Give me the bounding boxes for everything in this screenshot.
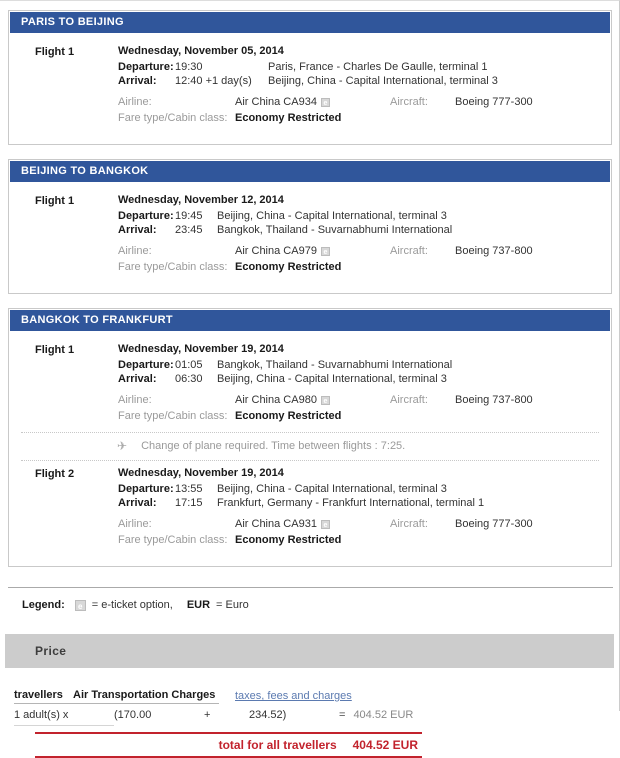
total-row	[35, 734, 422, 756]
airline-value: Air China CA979	[235, 245, 317, 257]
connection-text: Change of plane required. Time between flights : 7:25.	[141, 440, 406, 452]
arrival-row	[118, 223, 611, 237]
departure-time: 01:05	[175, 359, 203, 371]
section-bangkok-frankfurt	[8, 308, 612, 567]
divider	[8, 587, 613, 588]
aircraft-value: Boeing 777-300	[455, 518, 533, 530]
flight-date: Wednesday, November 05, 2014	[118, 45, 284, 57]
taxes-fees-charges-link[interactable]: taxes, fees and charges	[235, 690, 352, 702]
price-section-header: Price	[5, 634, 614, 668]
arrival-label: Arrival:	[118, 224, 157, 236]
eticket-icon: e	[321, 98, 330, 107]
fare-label: Fare type/Cabin class:	[118, 261, 228, 273]
row-total-amount: 404.52 EUR	[353, 709, 414, 721]
aircraft-label: Aircraft:	[390, 96, 428, 108]
arrival-label: Arrival:	[118, 75, 157, 87]
total-amount: 404.52 EUR	[352, 738, 418, 752]
price-table-header	[14, 686, 619, 704]
departure-row	[118, 60, 611, 74]
fare-value: Economy Restricted	[235, 410, 342, 422]
legend-eur: EUR	[186, 599, 211, 611]
departure-row	[118, 209, 611, 223]
flight-block	[9, 343, 611, 424]
legend-euro-text: = Euro	[216, 599, 249, 611]
eticket-icon: e	[321, 396, 330, 405]
airline-label: Airline:	[118, 394, 152, 406]
fare-label: Fare type/Cabin class:	[118, 112, 228, 124]
section-paris-beijing	[8, 10, 612, 145]
price-row	[14, 704, 619, 726]
arrival-time: 23:45	[175, 224, 203, 236]
section-header: BANGKOK TO FRANKFURT	[10, 310, 610, 331]
eticket-icon: e	[321, 520, 330, 529]
fare-row	[118, 409, 611, 424]
departure-location: Bangkok, Thailand - Suvarnabhumi International	[217, 359, 453, 371]
airline-value: Air China CA934	[235, 96, 317, 108]
legend	[0, 596, 619, 614]
eticket-icon: e	[75, 600, 86, 611]
airline-label: Airline:	[118, 518, 152, 530]
departure-label: Departure:	[118, 483, 174, 495]
legend-label: Legend:	[22, 599, 65, 611]
airline-row	[118, 95, 611, 110]
fare-row	[118, 260, 611, 275]
airline-row	[118, 517, 611, 532]
departure-time: 19:45	[175, 210, 203, 222]
airline-value: Air China CA931	[235, 518, 317, 530]
airline-value: Air China CA980	[235, 394, 317, 406]
departure-row	[118, 358, 611, 372]
fare-row	[118, 111, 611, 126]
departure-label: Departure:	[118, 210, 174, 222]
departure-time: 19:30	[175, 61, 203, 73]
flight-number: Flight 1	[35, 46, 75, 58]
total-label: total for all travellers	[218, 738, 337, 752]
aircraft-label: Aircraft:	[390, 518, 428, 530]
col-travellers: travellers	[14, 689, 73, 704]
fare-value: Economy Restricted	[235, 534, 342, 546]
flight-date: Wednesday, November 19, 2014	[118, 467, 284, 479]
connection-note	[21, 432, 599, 461]
arrival-location: Beijing, China - Capital International, terminal 3	[217, 373, 447, 385]
departure-location: Paris, France - Charles De Gaulle, terminal 1	[268, 61, 488, 73]
arrival-time: 17:15	[175, 497, 203, 509]
section-header: BEIJING TO BANGKOK	[10, 161, 610, 182]
flight-block	[9, 467, 611, 548]
section-header: PARIS TO BEIJING	[10, 12, 610, 33]
departure-location: Beijing, China - Capital International, terminal 3	[217, 210, 447, 222]
departure-label: Departure:	[118, 359, 174, 371]
arrival-time: 12:40 +1 day(s)	[175, 75, 252, 87]
flight-number: Flight 1	[35, 344, 75, 356]
eticket-icon: e	[321, 247, 330, 256]
arrival-label: Arrival:	[118, 497, 157, 509]
flight-number: Flight 1	[35, 195, 75, 207]
airline-row	[118, 393, 611, 408]
arrival-row	[118, 74, 611, 88]
arrival-time: 06:30	[175, 373, 203, 385]
airline-label: Airline:	[118, 96, 152, 108]
aircraft-value: Boeing 737-800	[455, 245, 533, 257]
section-beijing-bangkok	[8, 159, 612, 294]
aircraft-label: Aircraft:	[390, 245, 428, 257]
departure-row	[118, 482, 611, 496]
itinerary-page	[0, 1, 619, 758]
price-table	[0, 686, 619, 758]
airline-label: Airline:	[118, 245, 152, 257]
arrival-location: Frankfurt, Germany - Frankfurt International, terminal 1	[217, 497, 485, 509]
plus-sign: +	[204, 709, 211, 721]
base-fare: (170.00	[114, 709, 152, 721]
aircraft-label: Aircraft:	[390, 394, 428, 406]
departure-label: Departure:	[118, 61, 174, 73]
flight-block	[9, 45, 611, 126]
departure-time: 13:55	[175, 483, 203, 495]
plane-icon: ✈	[117, 439, 128, 453]
fare-label: Fare type/Cabin class:	[118, 410, 228, 422]
legend-eticket-text: = e-ticket option,	[91, 599, 173, 611]
flight-number: Flight 2	[35, 468, 75, 480]
travellers-count: 1 adult(s) x	[14, 704, 114, 726]
fare-row	[118, 533, 611, 548]
equals-sign: =	[339, 709, 346, 721]
taxes-amount: 234.52)	[249, 709, 287, 721]
flight-date: Wednesday, November 12, 2014	[118, 194, 284, 206]
arrival-location: Beijing, China - Capital International, terminal 3	[268, 75, 498, 87]
departure-location: Beijing, China - Capital International, terminal 3	[217, 483, 447, 495]
fare-value: Economy Restricted	[235, 112, 342, 124]
airline-row	[118, 244, 611, 259]
total-block	[35, 732, 422, 758]
col-air-transportation-charges: Air Transportation Charges	[73, 689, 219, 704]
arrival-label: Arrival:	[118, 373, 157, 385]
arrival-row	[118, 496, 611, 510]
fare-label: Fare type/Cabin class:	[118, 534, 228, 546]
fare-value: Economy Restricted	[235, 261, 342, 273]
arrival-location: Bangkok, Thailand - Suvarnabhumi International	[217, 224, 453, 236]
flight-block	[9, 194, 611, 275]
aircraft-value: Boeing 777-300	[455, 96, 533, 108]
flight-date: Wednesday, November 19, 2014	[118, 343, 284, 355]
aircraft-value: Boeing 737-800	[455, 394, 533, 406]
arrival-row	[118, 372, 611, 386]
